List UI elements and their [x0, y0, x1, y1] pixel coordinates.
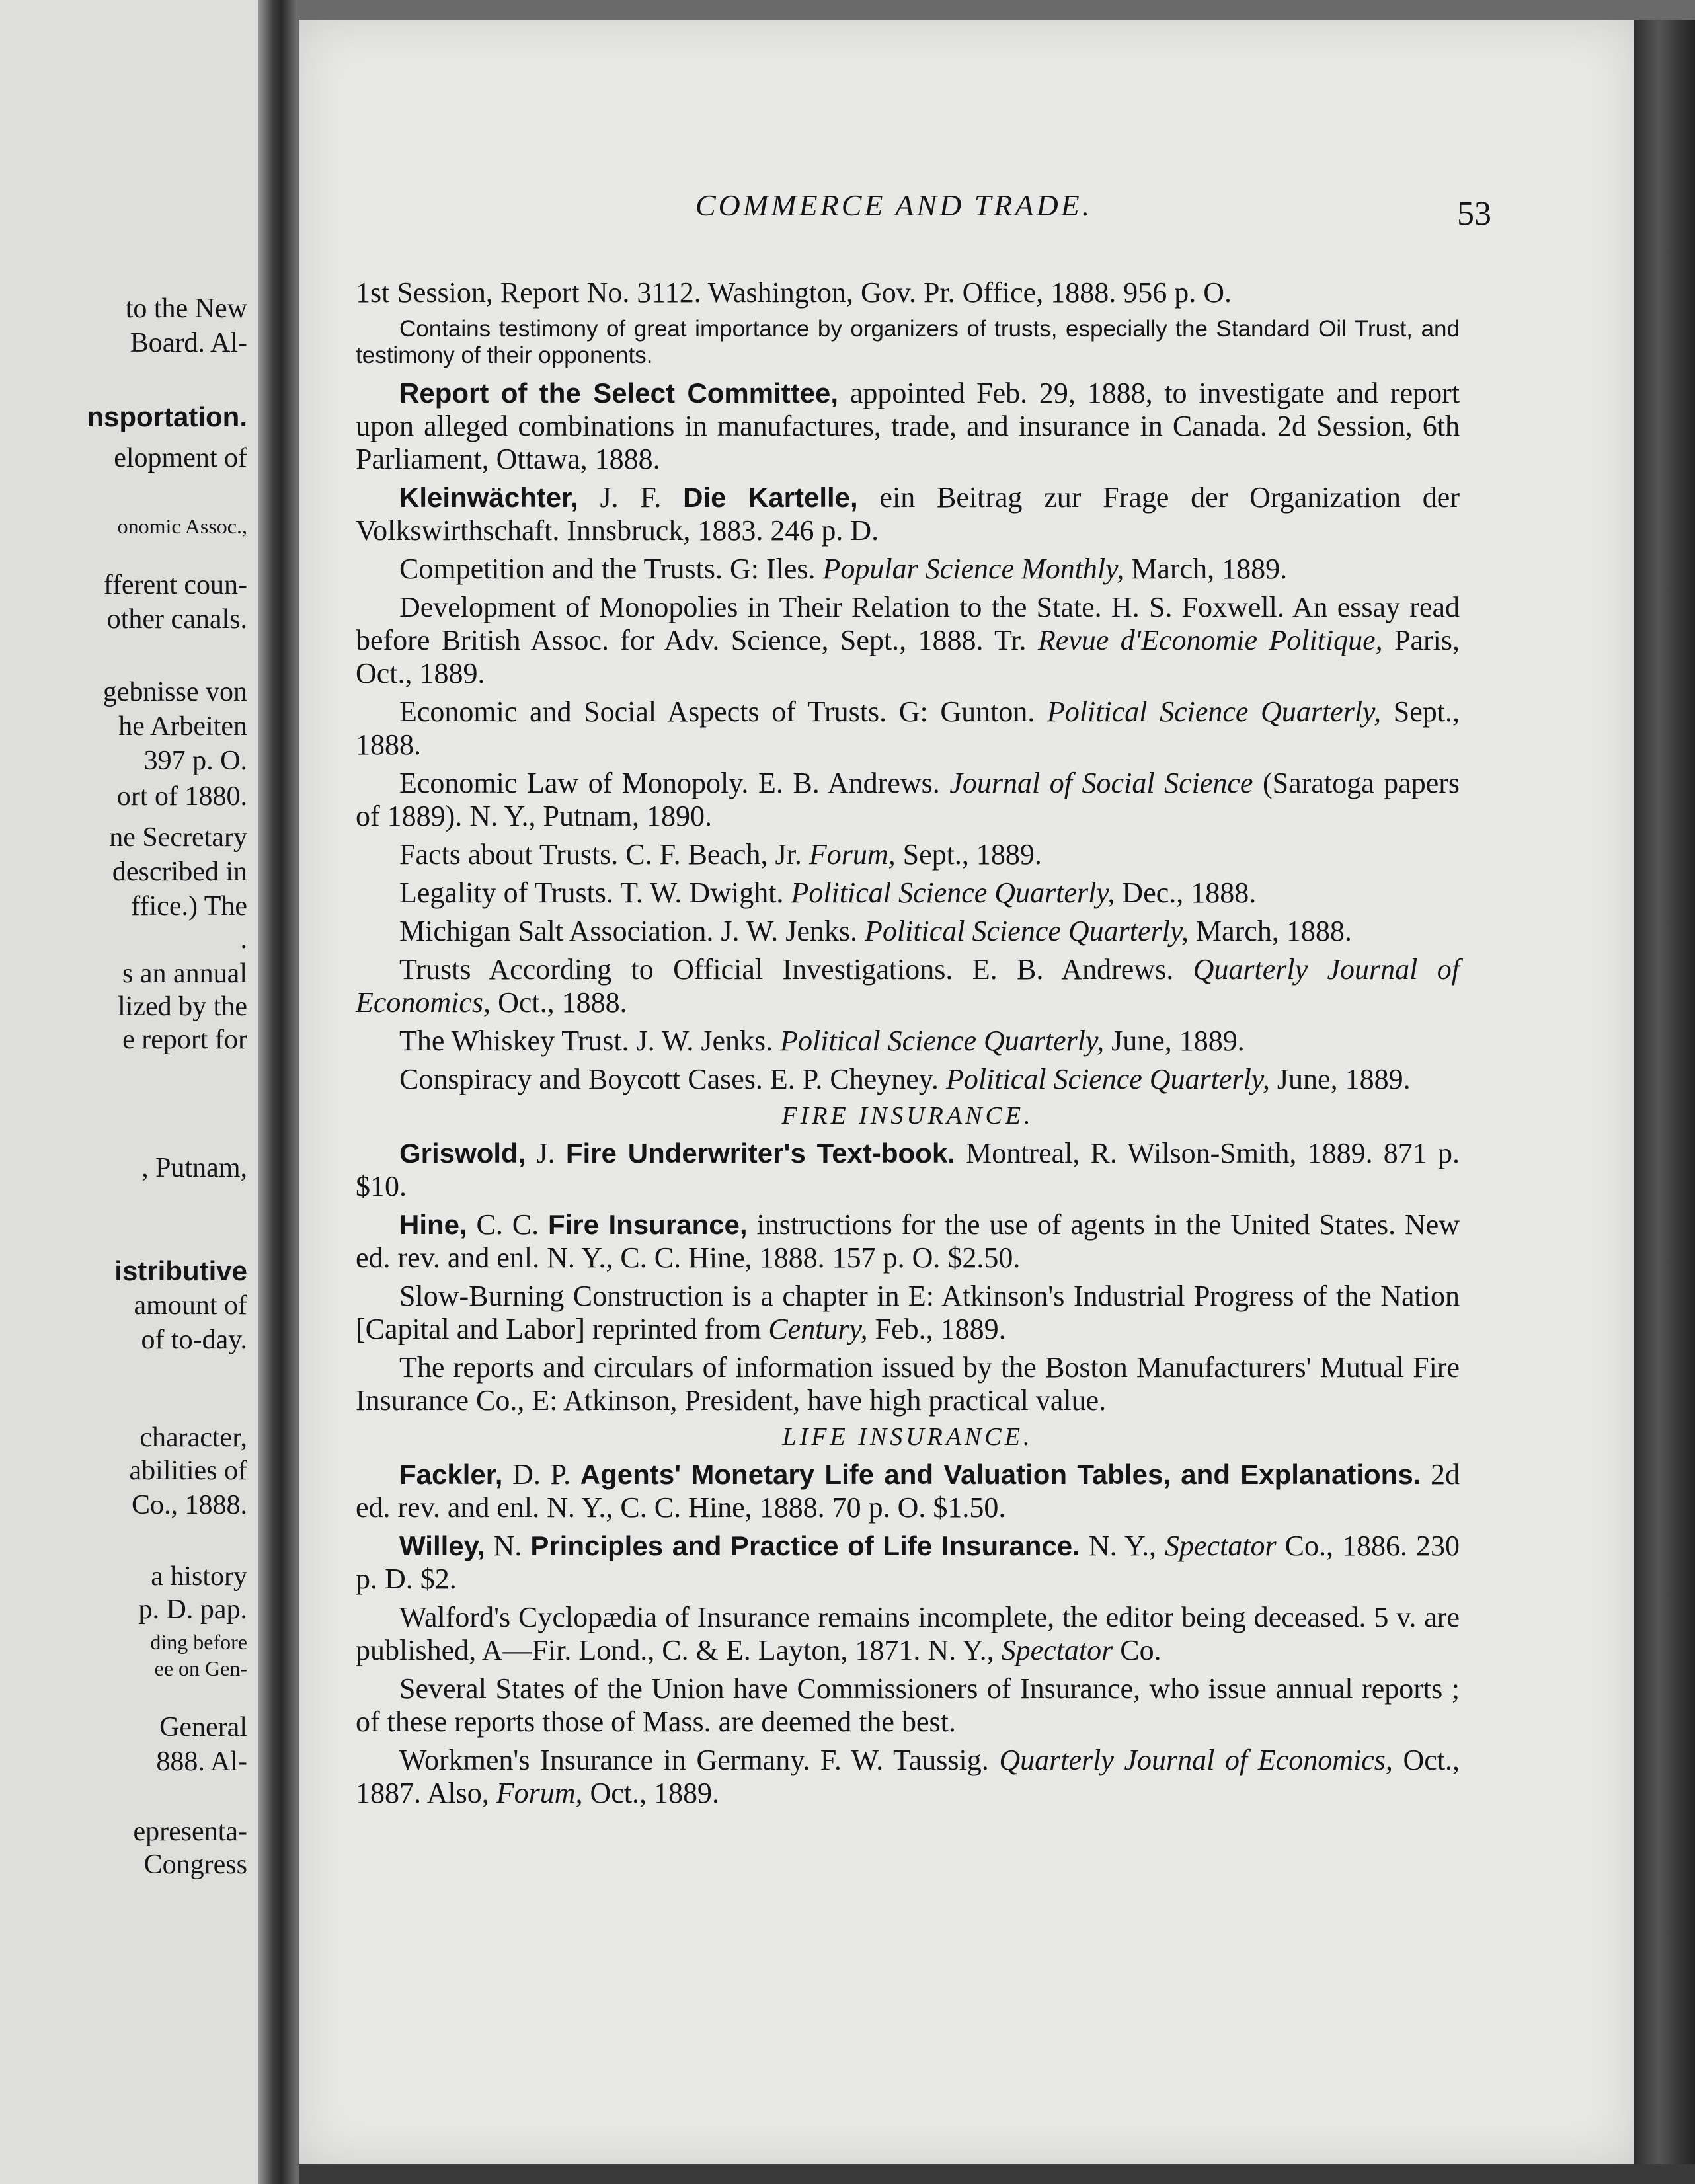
left-page-line: .: [240, 924, 247, 955]
entry-italic-text: Political Science Quarterly,: [1046, 695, 1382, 728]
entry-text: June, 1889.: [1104, 1025, 1245, 1057]
bibliography-entry: [356, 1063, 1460, 1096]
bibliography-entry: [356, 1672, 1460, 1738]
entry-bold-text: Kleinwächter,: [399, 482, 578, 513]
entry-text: 1st Session, Report No. 3112. Washington, Gov. Pr. Office, 1888. 956 p. O.: [356, 276, 1232, 309]
entry-italic-text: Popular Science Monthly,: [822, 553, 1124, 585]
entry-italic-text: Forum,: [496, 1777, 583, 1809]
entry-italic-text: Spectator: [1001, 1634, 1113, 1666]
entry-text: Walford's Cyclopædia of Insurance remains incomplete, the editor being deceased. 5 v. are published, A—Fir. Lond., C. & E. Layton, 1871. N. Y.,: [356, 1601, 1460, 1666]
bibliography-entry: [356, 1025, 1460, 1058]
entry-bold-text: Fackler,: [399, 1459, 503, 1490]
entry-text: Workmen's Insurance in Germany. F. W. Taussig.: [399, 1744, 1000, 1776]
entry-text: FIRE INSURANCE.: [781, 1102, 1034, 1130]
entry-text: Several States of the Union have Commissioners of Insurance, who issue annual reports ; of these reports those of Mass. are deemed the best.: [356, 1672, 1460, 1738]
entry-text: ein Beitrag zur Frage der Organization der Volkswirthschaft. Innsbruck, 1883. 246 p. D.: [356, 481, 1460, 547]
entry-text: Facts about Trusts. C. F. Beach, Jr.: [399, 838, 809, 871]
entry-text: Contains testimony of great importance by organizers of trusts, especially the Standard Oil Trust, and testimony of their opponents.: [356, 316, 1460, 368]
entry-text: LIFE INSURANCE.: [782, 1423, 1033, 1451]
bibliography-entry: [356, 877, 1460, 910]
entry-text: Sept., 1888.: [356, 695, 1460, 761]
entry-text: Economic Law of Monopoly. E. B. Andrews.: [399, 767, 950, 799]
page-bottom-edge: [299, 2164, 1695, 2184]
entry-italic-text: Forum,: [808, 838, 896, 871]
page-number: 53: [1457, 195, 1491, 233]
entry-text: March, 1888.: [1188, 915, 1352, 947]
bibliography-entry: [356, 377, 1460, 476]
left-page-line: Co., 1888.: [131, 1490, 247, 1520]
entry-bold-text: Hine,: [399, 1209, 467, 1240]
bibliography-entry: [356, 276, 1460, 309]
entry-text: Paris, Oct., 1889.: [356, 624, 1460, 689]
book-page: [299, 20, 1634, 2164]
book-gutter: [258, 0, 297, 2184]
left-page-line: p. D. pap.: [138, 1594, 247, 1625]
entry-text: Feb., 1889.: [867, 1313, 1006, 1345]
entry-text: Co.: [1113, 1634, 1162, 1666]
bibliography-entry: [356, 1601, 1460, 1667]
left-page-line: epresenta-: [133, 1816, 247, 1847]
left-page-line: s an annual: [122, 958, 247, 989]
entry-text: D. P.: [502, 1458, 580, 1491]
entry-text: Oct., 1889.: [582, 1777, 720, 1809]
left-page-line: a history: [151, 1561, 247, 1592]
bibliography-entry: [356, 1530, 1460, 1596]
left-page-line: e report for: [122, 1025, 247, 1055]
entry-text: The Whiskey Trust. J. W. Jenks.: [399, 1025, 781, 1057]
left-page-line: abilities of: [129, 1456, 247, 1486]
entry-bold-text: Fire Underwriter's Text-book.: [565, 1138, 955, 1169]
entry-text: Dec., 1888.: [1115, 877, 1257, 909]
left-page-line: 397 p. O.: [143, 746, 247, 776]
entry-text: Oct., 1888.: [491, 986, 627, 1019]
bibliography-entry: [356, 1351, 1460, 1417]
entry-text: Development of Monopolies in Their Relation to the State. H. S. Foxwell. An essay read before British Assoc. for Adv. Science, Sept., 1888. Tr.: [356, 591, 1460, 656]
left-page-line: istributive: [114, 1255, 247, 1286]
entry-italic-text: Political Science Quarterly,: [865, 915, 1189, 947]
entry-text: Legality of Trusts. T. W. Dwight.: [399, 877, 791, 909]
entry-italic-text: Journal of Social Science: [949, 767, 1253, 799]
left-page-line: to the New: [125, 293, 247, 324]
entry-text: Economic and Social Aspects of Trusts. G: Gunton.: [399, 695, 1047, 728]
bibliography-entry: [356, 1208, 1460, 1274]
running-head: COMMERCE AND TRADE.: [695, 188, 1093, 222]
entry-text: Montreal, R. Wilson-Smith, 1889. 871 p. $10.: [356, 1137, 1460, 1202]
entry-italic-text: Quarterly Journal of Economics,: [999, 1744, 1393, 1776]
left-page-line: ne Secretary: [109, 822, 247, 853]
left-page-line: he Arbeiten: [118, 711, 247, 742]
left-page-line: amount of: [134, 1290, 247, 1321]
entry-text: 2d ed. rev. and enl. N. Y., C. C. Hine, 1888. 70 p. O. $1.50.: [356, 1458, 1460, 1524]
left-page-line: Board. Al-: [130, 328, 247, 358]
entry-italic-text: Political Science Quarterly,: [945, 1063, 1270, 1095]
left-page-line: of to-day.: [141, 1325, 247, 1355]
left-page-line: General: [159, 1712, 247, 1742]
left-page-line: elopment of: [114, 443, 247, 473]
previous-page: [0, 0, 258, 2184]
entry-italic-text: Century,: [768, 1313, 868, 1345]
left-page-line: onomic Assoc.,: [117, 514, 247, 538]
entry-text: Conspiracy and Boycott Cases. E. P. Cheyney.: [399, 1063, 946, 1095]
entry-bold-text: Principles and Practice of Life Insurance.: [530, 1530, 1080, 1561]
left-page-line: other canals.: [106, 604, 247, 635]
left-page-line: nsportation.: [87, 401, 247, 432]
left-page-line: ding before: [150, 1630, 247, 1654]
section-heading: [356, 1101, 1460, 1130]
entry-bold-text: Die Kartelle,: [683, 482, 858, 513]
left-page-line: lized by the: [118, 992, 247, 1022]
left-page-line: Congress: [143, 1850, 247, 1880]
bibliography-entry: [356, 591, 1460, 690]
entry-bold-text: Griswold,: [399, 1138, 526, 1169]
left-page-line: ort of 1880.: [116, 781, 247, 812]
left-page-line: character,: [139, 1423, 247, 1453]
left-page-line: gebnisse von: [102, 677, 247, 707]
entry-text: N. Y.,: [1080, 1530, 1165, 1562]
entry-text: Competition and the Trusts. G: Iles.: [399, 553, 823, 585]
entry-text: J. F.: [578, 481, 684, 514]
entry-italic-text: Quarterly Journal of Economics,: [356, 953, 1460, 1019]
entry-text: Michigan Salt Association. J. W. Jenks.: [399, 915, 865, 947]
left-page-line: 888. Al-: [156, 1746, 247, 1777]
entry-text: C. C.: [467, 1208, 548, 1241]
entry-italic-text: Political Science Quarterly,: [791, 877, 1115, 909]
bibliography-entry: [356, 767, 1460, 833]
entry-bold-text: Report of the Select Committee,: [399, 377, 839, 409]
entry-text: appointed Feb. 29, 1888, to investigate and report upon alleged combinations in manufactures, trade, and insurance in Canada. 2d Session, 6th Parliament, Ottawa, 1888.: [356, 377, 1460, 475]
entry-bold-text: Willey,: [399, 1530, 485, 1561]
bibliography-entry: [356, 1280, 1460, 1346]
entry-text: The reports and circulars of information issued by the Boston Manufacturers' Mutual Fire Insurance Co., E: Atkinson, President, have high practical value.: [356, 1351, 1460, 1417]
page-body: [356, 276, 1460, 1815]
bibliography-entry: [356, 915, 1460, 948]
left-page-line: ee on Gen-: [154, 1657, 247, 1680]
left-page-line: ffice.) The: [131, 891, 247, 921]
entry-text: instructions for the use of agents in the United States. New ed. rev. and enl. N. Y., C. C. Hine, 1888. 157 p. O. $2.50.: [356, 1208, 1460, 1274]
entry-text: Co., 1886. 230 p. D. $2.: [356, 1530, 1460, 1595]
bibliography-entry: [356, 1458, 1460, 1524]
entry-bold-text: Fire Insurance,: [547, 1209, 748, 1240]
entry-text: Trusts According to Official Investigations. E. B. Andrews.: [399, 953, 1193, 986]
entry-text: March, 1889.: [1124, 553, 1288, 585]
bibliography-entry: [356, 838, 1460, 871]
bibliography-entry: [356, 553, 1460, 586]
section-heading: [356, 1423, 1460, 1452]
annotation-note: [356, 316, 1460, 369]
entry-italic-text: Revue d'Economie Politique,: [1037, 624, 1383, 656]
entry-text: Sept., 1889.: [895, 838, 1042, 871]
bibliography-entry: [356, 695, 1460, 761]
bibliography-entry: [356, 481, 1460, 547]
entry-text: J.: [526, 1137, 566, 1169]
bibliography-entry: [356, 1137, 1460, 1203]
bibliography-entry: [356, 1744, 1460, 1810]
entry-bold-text: Agents' Monetary Life and Valuation Tables, and Explanations.: [580, 1459, 1421, 1490]
left-page-line: , Putnam,: [141, 1153, 247, 1183]
entry-text: N.: [485, 1530, 531, 1562]
entry-text: Oct., 1887. Also,: [356, 1744, 1460, 1809]
page-fore-edge: [1634, 20, 1695, 2184]
bibliography-entry: [356, 953, 1460, 1019]
left-page-line: fferent coun-: [103, 570, 247, 600]
entry-italic-text: Spectator: [1165, 1530, 1277, 1562]
left-page-line: described in: [112, 857, 247, 887]
entry-italic-text: Political Science Quarterly,: [780, 1025, 1105, 1057]
entry-text: (Saratoga papers of 1889). N. Y., Putnam, 1890.: [356, 767, 1460, 832]
entry-text: June, 1889.: [1269, 1063, 1411, 1095]
entry-text: Slow-Burning Construction is a chapter in E: Atkinson's Industrial Progress of the Nation [Capital and Labor] reprinted from: [356, 1280, 1460, 1345]
